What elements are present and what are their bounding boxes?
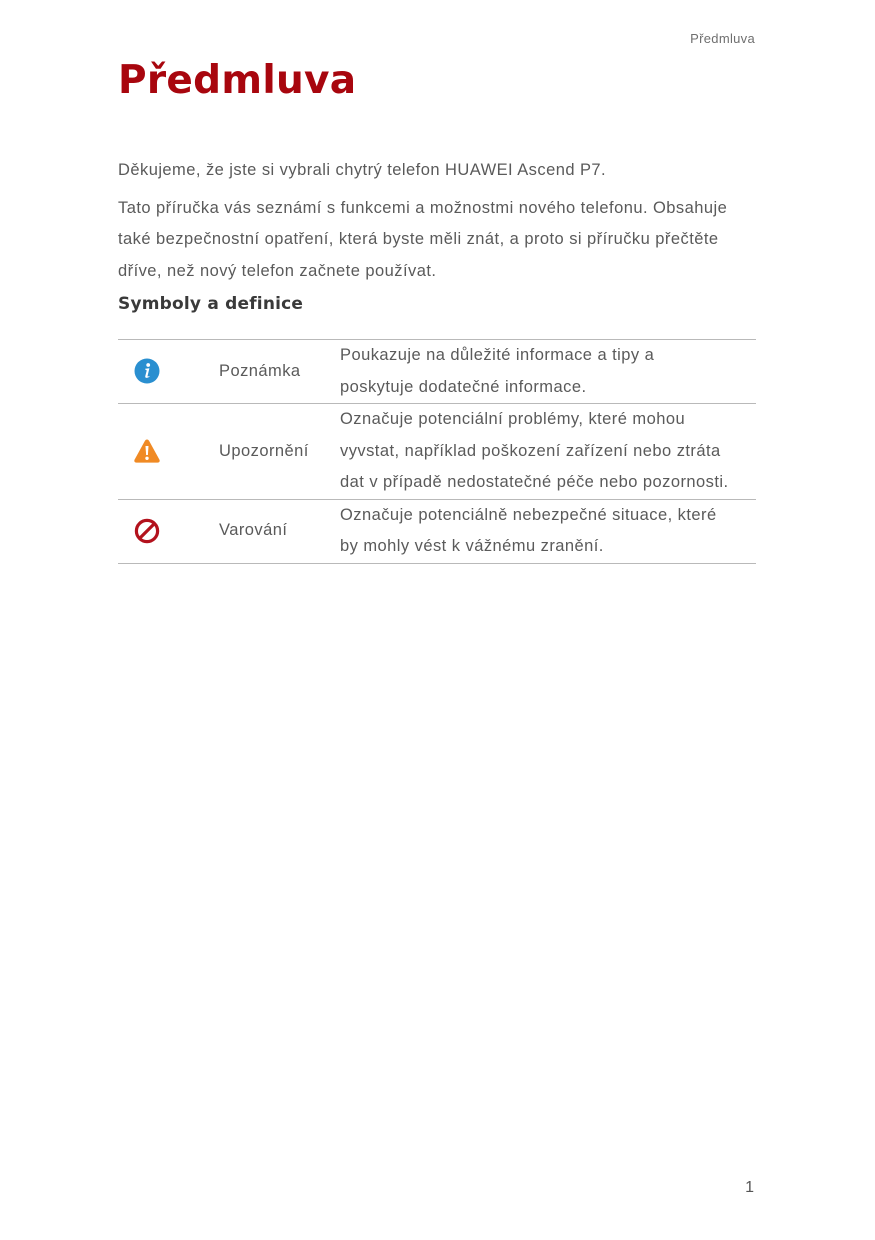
symbol-term: Poznámka	[219, 361, 301, 380]
table-row	[118, 404, 756, 500]
description-line: Označuje potenciální problémy, které mohou	[340, 410, 686, 428]
symbol-icon-cell	[118, 404, 219, 500]
running-header: Předmluva	[690, 31, 755, 46]
symbol-term: Varování	[219, 521, 288, 540]
description-line: by mohly vést k vážnému zranění.	[340, 537, 604, 555]
warning-triangle-icon	[133, 437, 161, 465]
section-heading: Symboly a definice	[118, 294, 304, 314]
intro-line: Tato příručka vás seznámí s funkcemi a možnostmi nového telefonu. Obsahuje	[118, 198, 728, 217]
symbol-description	[340, 499, 756, 563]
description-line: Označuje potenciálně nebezpečné situace, které	[340, 505, 717, 524]
symbol-icon-cell	[118, 499, 219, 563]
description-line: poskytuje dodatečné informace.	[340, 377, 587, 396]
symbol-icon-cell	[118, 340, 219, 404]
page-title: Předmluva	[118, 58, 357, 103]
symbols-table	[118, 339, 756, 564]
description-line: vyvstat, například poškození zařízení nebo ztráta	[340, 441, 721, 460]
symbol-description	[340, 340, 756, 404]
description-line: dat v případě nedostatečné péče nebo pozornosti.	[340, 473, 729, 491]
intro-line: dříve, než nový telefon začnete používat.	[118, 261, 437, 280]
symbol-term: Upozornění	[219, 441, 309, 460]
description-line: Poukazuje na důležité informace a tipy a	[340, 346, 655, 364]
symbol-description	[340, 404, 756, 500]
prohibited-icon	[133, 517, 161, 545]
page-number: 1	[745, 1179, 754, 1196]
intro-text	[118, 155, 758, 287]
intro-paragraph-thanks: Děkujeme, že jste si vybrali chytrý telefon HUAWEI Ascend P7.	[118, 161, 607, 179]
intro-paragraph-about	[118, 193, 758, 288]
intro-line: také bezpečnostní opatření, která byste měli znát, a proto si příručku přečtěte	[118, 230, 719, 248]
table-row	[118, 340, 756, 404]
table-row	[118, 499, 756, 563]
info-icon	[133, 357, 161, 385]
